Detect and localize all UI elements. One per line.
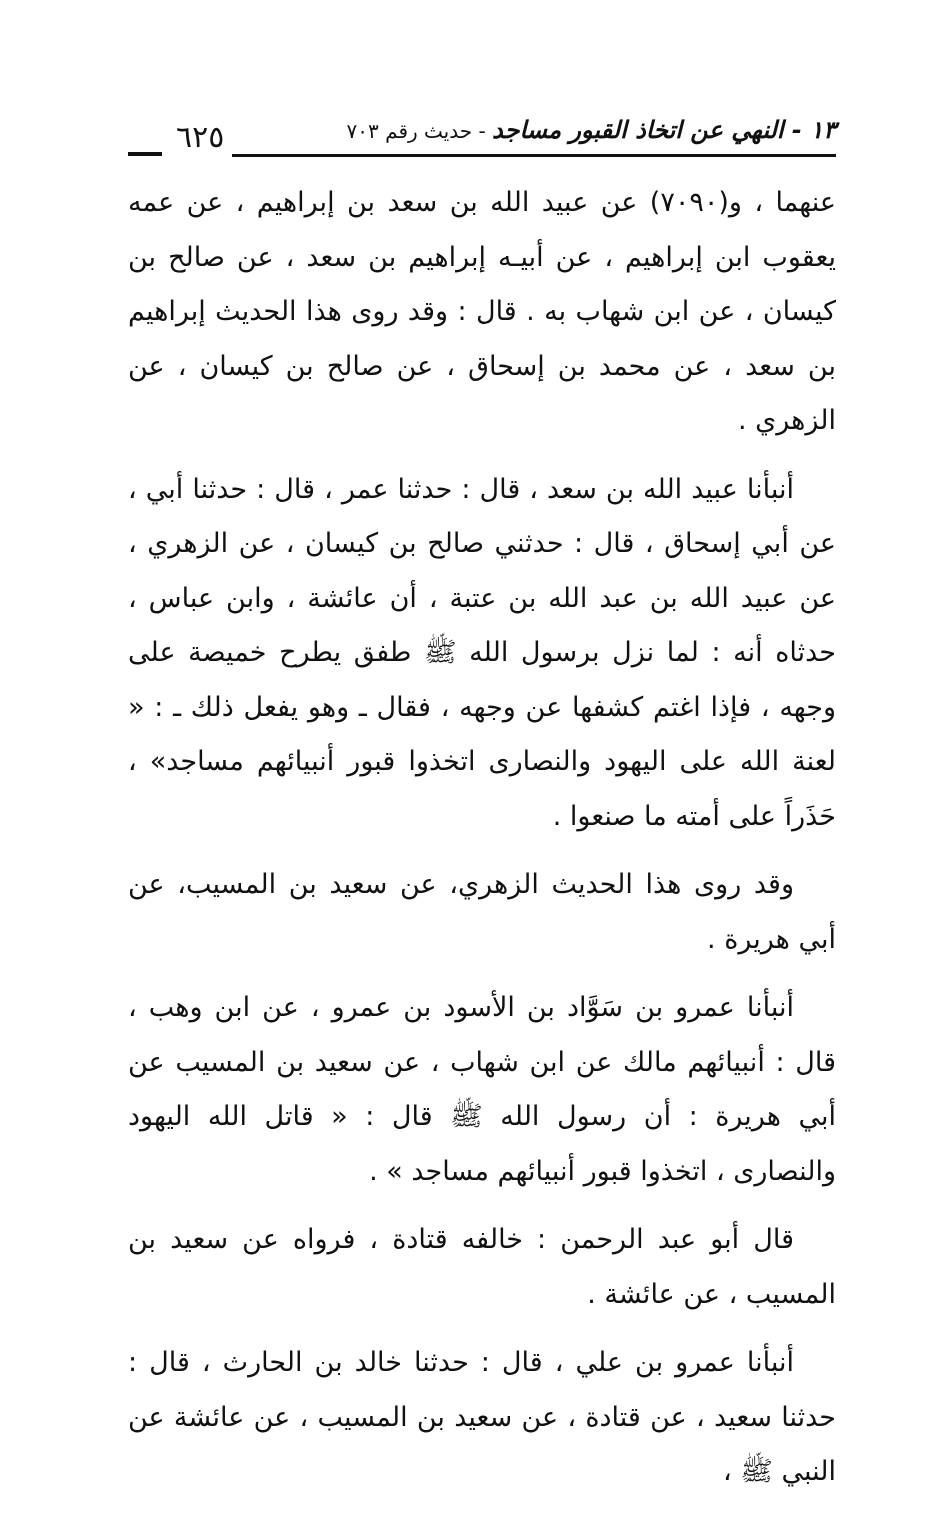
chapter-title: ١٣ - النهي عن اتخاذ القبور مساجد: [492, 116, 836, 144]
paragraph: أنبأنا عمرو بن علي ، قال : حدثنا خالد بن الحارث ، قال : حدثنا سعيد ، عن قتادة ، عن سعيد بن المسيب ، عن عائشة عن النبي ﷺ ،: [128, 1347, 836, 1487]
paragraph: أنبأنا عمرو بن سَوَّاد بن الأسود بن عمرو ، عن ابن وهب ، قال : أنبيائهم مالك عن ابن شهاب ، عن سعيد بن المسيب عن أبي هريرة : أن رسول الله ﷺ قال : « قاتل الله اليهود والنصارى ، اتخذوا قبور أنبيائهم مساجد » .: [128, 992, 836, 1187]
header-rule: [232, 154, 836, 157]
body-text: [128, 176, 836, 1514]
header-separator: -: [472, 119, 493, 143]
paragraph: وقد روى هذا الحديث الزهري، عن سعيد بن المسيب، عن أبي هريرة .: [128, 869, 836, 955]
paragraph: عنهما ، و(٧٠٩٠) عن عبيد الله بن سعد بن إبراهيم ، عن عمه يعقوب ابن إبراهيم ، عن أبيـه إبراهيم بن سعد ، عن صالح بن كيسان ، عن ابن شهاب به . قال : وقد روى هذا الحديث إبراهيم بن سعد ، عن محمد بن إسحاق ، عن صالح بن كيسان ، عن الزهري .: [128, 187, 836, 436]
page-number: ٦٢٥: [176, 120, 225, 155]
paragraph: قال أبو عبد الرحمن : خالفه قتادة ، فرواه عن سعيد بن المسيب ، عن عائشة .: [128, 1224, 836, 1310]
page-number-underline: [128, 152, 162, 156]
page-header: [128, 108, 836, 164]
hadith-reference: حديث رقم ٧٠٣: [346, 119, 473, 143]
running-header: [347, 116, 836, 144]
paragraph: أنبأنا عبيد الله بن سعد ، قال : حدثنا عمر ، قال : حدثنا أبي ، عن أبي إسحاق ، قال : حدثني صالح بن كيسان ، عن الزهري ، عن عبيد الله بن عبد الله بن عتبة ، أن عائشة ، وابن عباس ، حدثاه أنه : لما نزل برسول الله ﷺ طفق يطرح خميصة على وجهه ، فإذا اغتم كشفها عن وجهه ، فقال ـ وهو يفعل ذلك ـ : « لعنة الله على اليهود والنصارى اتخذوا قبور أنبيائهم مساجد» ، حَذَراً على أمته ما صنعوا .: [128, 473, 836, 832]
